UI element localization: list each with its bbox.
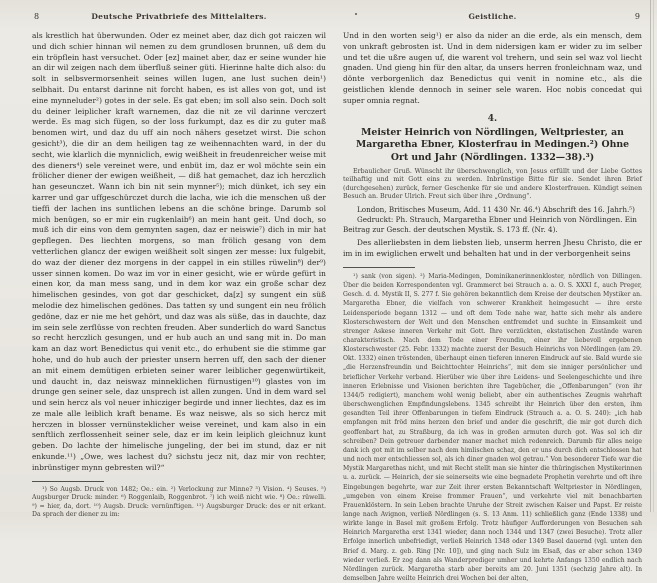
footnote-separator-right	[343, 267, 415, 268]
print-source-line: Gedruckt: Ph. Strauch, Margaretha Ebner und Heinrich von Nördlingen. Ein Beitrag zur Gesch. der deutschen Mystik. S. 173 ff. (Nr. 4).	[343, 214, 637, 235]
body-text-right-continuation: Und in den worten seig¹) er also da nider an die erde, als ein mensch, dem von unkraft gebrosten ist. Und in dem nidersigen kam er wider zu im selber und tet die ußre augen uf, die warent vol trehern, und sein sel waz vol liecht gnaden. Und gieng hin für den altar, da unsers herren fronleichnam waz, und dönte verborgenlich daz Benedictus qui venit in nomine etc., als die geistlichen klende dennoch in seiner sele waren. Hoc nobis concedat qui super omnia regnat.	[343, 31, 642, 105]
scan-edge-line	[650, 0, 651, 512]
running-head-left	[32, 12, 326, 24]
footnotes-right: ¹) sank (von sigen). ²) Maria-Medingen, Dominikanerinnenkloster, nördlich von Dillingen. Über die beiden Korrespondenten vgl. Grammerct bei Strauch a. a. O. S. XXXI f., auch Preger, Gesch. d. d. Mystik II, S. 277 f. Sie gehören bekanntlich dem Kreise der deutschen Mystiker an. Margaretha Ebner, die vielfach von schwerer Krankheit heimgesucht — ihre erste Leidensperiode begann 1312 — und oft dem Tode nahe war, hatte sich mehr als andere Klosterschwestern der Welt und den Menschen entfremdet und suchte in Einsamkeit und strenger Askese inneren Verkehr mit Gott. Ihre verzückten, ekstatischen Zustände waren charakteristisch. Nach dem Tode einer Freundin, einer ihr liebevoll ergebenen Klosterschwester (25. Febr. 1332) machte zuerst der Besuch Heinrichs von Nördlingen (am 29. Okt. 1332) einen tröstenden, überhaupt einen tieferen inneren Eindruck auf sie. Bald wurde sie „die Herzensfreundin und Beichttochter Heinrichs“, mit dem sie inniger persönlicher und brieflicher Verkehr verband. Hierüber wie über ihre Leidens- und Seelengeschichte und ihre inneren Erlebnisse und Visionen berichten ihre Tagebücher, die „Offenbarungen“ (von ihr 1344/5 redigiert), manchem wohl wenig beliebt, aber ein authentisches Zeugnis wahrhaft überschwenglichen Empfindungslebens. 1345 schreibt ihr Heinrich über den ersten, ihm gesandten Teil ihrer Offenbarungen in tiefem Eindruck (Strauch a. a. O. S. 240): „ich hab empfangen mit fröd mins herzen den brief und ander die geschrift, die mir got durch dich geoffenbart hat, zu Straßburg, da ich was in großen armuten durch got. Was sol ich dir schreiben? Dein getreuer darbender maner machet mich redenreich. Darumb für alles neige dank ich got mit im selber nach dem himlischen schaz, den er uns durch dich entschlossen hat und noch mer entschliessen sol, als ich diner gnaden wol getrau.“ Von besonderer Tiefe war die Mystik Margarethas nicht, und mit Recht stellt man sie hinter die thüringischen Mystikerinnen u. a. zurück. — Heinrich, der sie seinerseits wie eine begnadete Prophetin verehrte und oft ihre Eingebungen begehrte, war zur Zeit ihrer ersten Bekanntschaft Weltpriester in Nördlingen, „umgeben von einem Kreise frommer Frauen“, und verkehrte viel mit benachbarten Frauenklöstern. In sein Leben brachte Unruhe der Streit zwischen Kaiser und Papst. Er reiste lange nach Avignon, verließ Nördlingen (s. S. 13 Anm. 11) schließlich ganz (Ende 1338) und wirkte lange in Basel mit großem Erfolg. Trotz häufiger Aufforderungen von Besuchen sah Heinrich Margaretha erst 1341 wieder, dann noch 1344 und 1347 (zwei Besuche). Trotz aller Erfolge innerlich unbefriedigt, verließ Heinrich 1348 oder 1349 Basel dauernd (vgl. unten den Brief d. Marg. z. geb. Ring [Nr. 10]), und ging nach Sulz im Elsaß, das er aber schon 1349 wieder verließ. Er zog dann als Wanderprediger umher und kehrte Anfangs 1350 endlich nach Nördlingen zurück. Margaretha starb aber bereits am 20. Juni 1351 (sechzig Jahre alt). In demselben Jahre weilte Heinrich drei Wochen bei der alten,	[343, 272, 642, 583]
letter-heading: Meister Heinrich von Nördlingen, Weltpriester, an Margaretha Ebner, Klosterfrau in Medingen.²) Ohne Ort und Jahr (Nördlingen. 1332—38).³)	[355, 126, 630, 163]
page-number-right: 9	[634, 12, 640, 21]
page-left	[32, 12, 326, 520]
scan-dot-artifact	[355, 13, 357, 15]
letter-section-number: 4.	[487, 113, 498, 124]
page-right	[343, 12, 642, 583]
manuscript-source-line: London, Britisches Museum, Add. 11 430 Nr. 46.⁴) Abschrift des 16. Jahrh.⁵)	[357, 204, 635, 214]
letter-regest: Erbaulicher Gruß. Wünscht ihr überschwenglich, von Jesus erfüllt und der Liebe Gottes teilhaftig und mit Gott eins zu werden. Inbrünstige Bitte für sie. Sendet ihren Brief (durchgesehen) zurück, ferner Geschenke für sie und andere Klosterfrauen. Kündigt seinen Besuch an. Bruder Ulrich. Freut sich über ihre „Ordnung“.	[343, 168, 642, 201]
scan-edge-line-faint	[653, 0, 654, 512]
running-title-left: Deutsche Privatbriefe des Mittelalters.	[91, 12, 267, 21]
footnote-separator-left	[32, 481, 104, 482]
running-head-right	[343, 12, 642, 24]
page-number-left: 8	[34, 12, 40, 21]
letter-opening-text: Des allerliebsten in dem liebsten lieb, unserm herren Jhesu Christo, die er im in im ewiglichen erwelt und behalten hat und in der verborgenheit seins	[343, 238, 642, 259]
footnotes-left: ¹) So Augsb. Druck von 1482; Oe.: ein. ²) Verlockung zur Minne? ³) Vision. ⁴) Seuses. ⁵) Augsburger Druck: minder. ⁶) Roggenlaib, Roggenbrot. ⁷) ich weiß nicht wie. ⁸) Oe.: rüwelli. ⁹) = hier, da, dort. ¹⁰) Augsb. Druck: vernünftigen. ¹¹) Augsburger Druck: des er nit erkant. Da sprach der diener zu im:	[32, 485, 326, 519]
body-text-left: als krestlich hat überwunden. Oder ez meinet aber, daz dich got raiczen wil und dich schier hinnan wil nemen zu dem grundlosen brunnen, uß dem du ein tröpflein hast versuchet. Oder [ez] mainet aber, daz er seine wunder hie an dir wil zeigen nach dem überfluß seiner güti. Hierinne halte dich also: du solt in selbsvermorsenheit seines willen lugen, ane lust suchen dein¹) selbhait. Du entarst darinne nit forcht haben, es ist alles von got, und ist eine mynneluder²) gotes in der sele. Es gat eben; im soll also sein. Doch solt du deiner leiplicher kraft warnemen, daz die nit ze vil darinne verczert werde. Es mag sich fügen, so der loss furkumpt, daz es dir zu guter maß benomen wirt, und daz du uff ain noch nähers gesetzet wirst. Die schon gesicht³), die dir an dem heiligen tag ze weihennachten ward, in der du secht, wie klarlich die mynniclich, ewig weißheit in freudenreicher weise mit des dieners⁴) sele vereinet were, und enbüt im, daz er wol möchte sein ein frölicher diener der ewigen weißheit, — diß hat gemachet, daz ich herczlich han geseunczet. Wann ich bin nit sein mynner⁵); mich dünket, ich sey ein karrer und gar uffgeschürczet durch die lacha, wie ich die menschen uß der tieffi der lachen ins suntlichen lebens an die schöne bringe. Darumb sol mich benügen, so er mir ein rugkenlaib⁶) an mein hant geit. Und doch, so muß ich dir eins von dem gemynten sagen, daz er neiswie⁷) dich in mir hat gepflegen. Des liechten morgens, so man frölich gesang von dem vetterlichen glancz der ewigen weißheit solt singen zer messe: lux fulgebit, do waz der diener dez morgens in der cappel in ein stilles rüwelin⁸) der⁹) usser sinnen komen. Do waz im vor in einer gesicht, wie er würde gefürt in einen kor, da man mess sang, und in dem kor waz ein große schar dez himelischen gesindes, von got dar geschicket, da[z] sy sungent ein süß melodie dez himelischen gedönes. Das tatten sy und sungent ein neu frölich gedöne, daz er nie me het gehört, und daz was als süße, das in dauchte, daz im sein sele zerflüsse von rechten freuden. Aber sunderlich do ward Sanctus so recht herczlich gesungen, und er hub auch an und sang mit in. Do man kam an daz wort Benedictus qui venit etc., do erhubent sie die stimme gar hohe, und do hub auch der priester unsern herren uff, den sach der diener an mit einem demütigen erbieten seiner warer leiblicher gegenwürtikeit, und daucht in, daz neiswaz minneklichen fürnustigen¹⁰) glastes von im drunge gen seiner sele, daz unsprech ist allen zungen. Und in dem ward sel und sein hercz als vol neuer inhicziger begirde und inner liechtes, daz es im ze male alle leiblich kraft bename. Es waz neiswe, als so sich hercz mit herczen in blosser vernünsteklicher weise vereinet, und kam also in ein senftlich zerflossenheit seiner sele, daz er im kein leiplich gleichnuz kunt geben. Do lachte der himelische jungeling, der bei im stund, daz er nit enkunde.¹¹) „Owe, wes lachest du? sichstu jecz nit, daz mir von rechter, inbrünstiger mynn gebresten wil?“	[32, 31, 326, 472]
running-title-right: Geistliche.	[468, 12, 517, 21]
